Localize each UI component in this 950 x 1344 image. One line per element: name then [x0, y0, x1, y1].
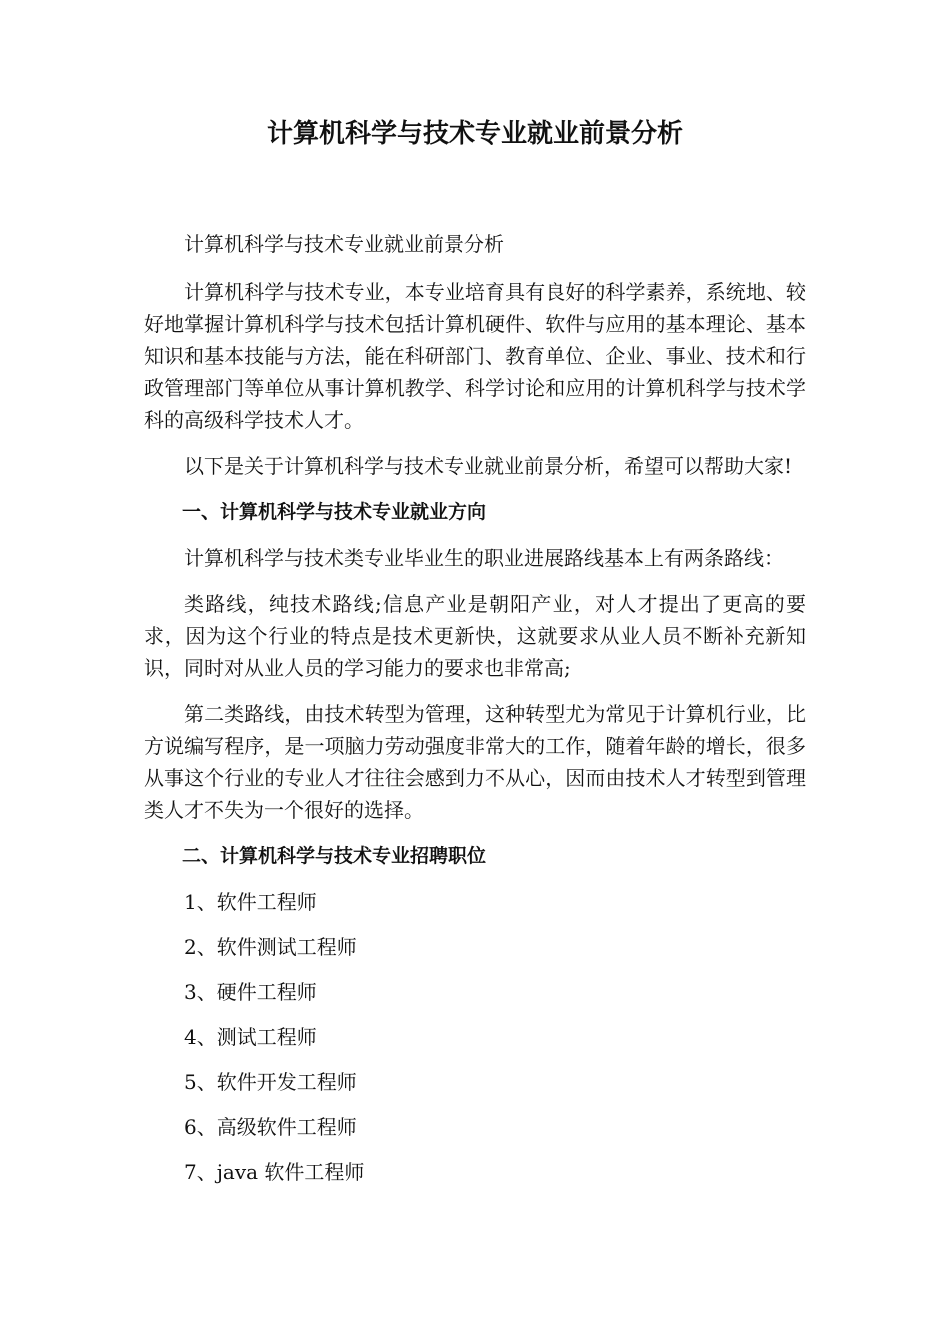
- job-list: [144, 886, 806, 1188]
- intro-paragraph: 以下是关于计算机科学与技术专业就业前景分析，希望可以帮助大家!: [184, 454, 793, 478]
- list-item: 1、软件工程师: [184, 890, 317, 914]
- section-paragraph: 第二类路线，由技术转型为管理，这种转型尤为常见于计算机行业，比方说编写程序，是一项脑力劳动强度非常大的工作，随着年龄的增长，很多从事这个行业的专业人才往往会感到力不从心，因而由技术人才转型到管理类人才不失为一个很好的选择。: [144, 702, 806, 822]
- list-item: 7、java 软件工程师: [184, 1160, 365, 1184]
- document-body: [144, 228, 806, 1201]
- section-paragraph: 类路线，纯技术路线;信息产业是朝阳产业，对人才提出了更高的要求，因为这个行业的特点是技术更新快，这就要求从业人员不断补充新知识，同时对从业人员的学习能力的要求也非常高;: [144, 592, 806, 680]
- list-item: 2、软件测试工程师: [184, 935, 357, 959]
- section-paragraph: 计算机科学与技术类专业毕业生的职业进展路线基本上有两条路线：: [184, 546, 784, 570]
- intro-paragraph: 计算机科学与技术专业，本专业培育具有良好的科学素养，系统地、较好地掌握计算机科学与技术包括计算机硬件、软件与应用的基本理论、基本知识和基本技能与方法，能在科研部门、教育单位、企业、事业、技术和行政管理部门等单位从事计算机教学、科学讨论和应用的计算机科学与技术学科的高级科学技术人才。: [144, 280, 806, 432]
- list-item: 5、软件开发工程师: [184, 1070, 357, 1094]
- section-heading-job-positions: 二、计算机科学与技术专业招聘职位: [182, 845, 487, 867]
- document-subtitle: 计算机科学与技术专业就业前景分析: [184, 232, 504, 256]
- section-heading-career-direction: 一、计算机科学与技术专业就业方向: [182, 501, 487, 523]
- list-item: 4、测试工程师: [184, 1025, 317, 1049]
- list-item: 6、高级软件工程师: [184, 1115, 357, 1139]
- document-title: 计算机科学与技术专业就业前景分析: [266, 119, 683, 149]
- list-item: 3、硬件工程师: [184, 980, 317, 1004]
